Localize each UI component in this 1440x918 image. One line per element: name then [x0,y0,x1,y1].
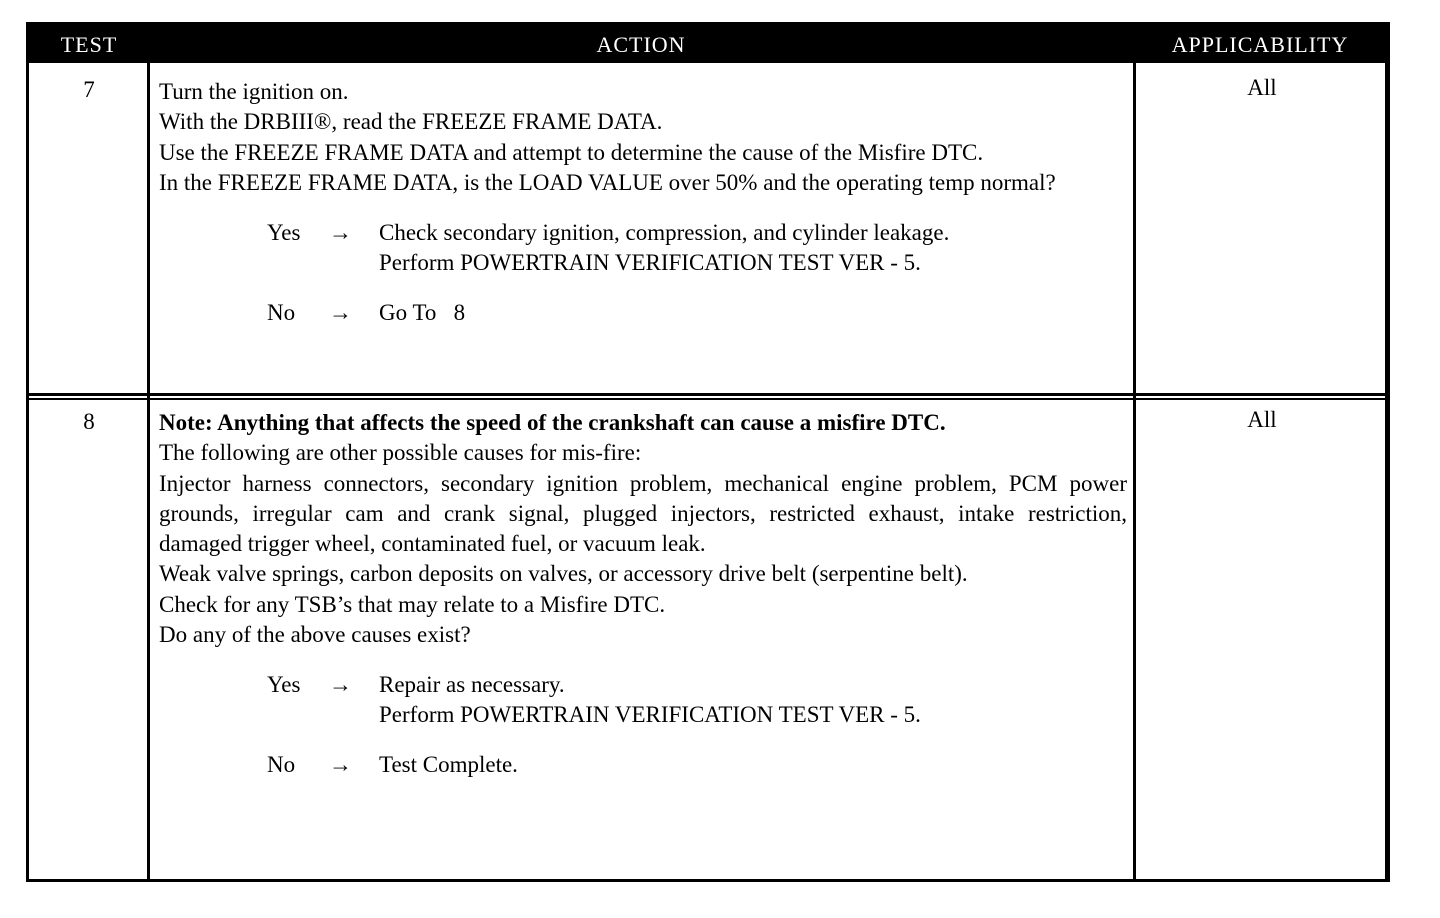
row-divider [29,393,1387,396]
note-text: Note: Anything that affects the speed of the crankshaft can cause a misfire DTC. [159,410,946,435]
action-line: Do any of the above causes exist? [159,622,471,648]
yes-label: Yes [267,220,301,246]
yes-label: Yes [267,672,301,698]
row-divider [29,398,1387,400]
no-branch [159,750,1127,780]
action-cell [159,77,1127,328]
action-line: Injector harness connectors, secondary ignition problem, mechanical engine problem, PCM power grounds, irregular cam and crank signal, plugged injectors, restricted exhaust, intake restriction, damaged trigger wheel, contaminated fuel, or vacuum leak. [159,470,1127,557]
arrow-icon: → [329,300,352,326]
no-label: No [267,752,296,778]
header-action: ACTION [596,32,686,57]
action-line: Check for any TSB’s that may relate to a Misfire DTC. [159,591,666,617]
column-divider [147,63,150,879]
header-test: TEST [60,32,118,57]
action-line: The following are other possible causes for mis-fire: [159,440,642,466]
yes-result: Perform POWERTRAIN VERIFICATION TEST VER - 5. [379,250,921,276]
yes-result: Check secondary ignition, compression, and cylinder leakage. [379,220,950,246]
arrow-icon: → [329,672,352,698]
action-line: Weak valve springs, carbon deposits on valves, or accessory drive belt (serpentine belt). [159,561,968,587]
action-line: In the FREEZE FRAME DATA, is the LOAD VALUE over 50% and the operating temp normal? [159,169,1056,195]
yes-result: Perform POWERTRAIN VERIFICATION TEST VER - 5. [379,702,921,728]
yes-branch [159,670,1127,730]
arrow-icon: → [329,220,352,246]
no-result: Test Complete. [379,752,518,778]
test-number: 8 [83,409,95,434]
action-line: Turn the ignition on. [159,79,349,104]
column-divider [1133,63,1136,879]
yes-branch [159,218,1127,278]
applicability-value: All [1247,407,1277,432]
column-divider [1385,63,1388,879]
applicability-value: All [1247,75,1277,100]
diagnostic-table [26,22,1390,882]
header-applicability: APPLICABILITY [1171,32,1349,57]
action-line: With the DRBIII®, read the FREEZE FRAME DATA. [159,109,663,135]
action-cell [159,408,1127,780]
no-label: No [267,300,296,326]
arrow-icon: → [329,752,352,778]
no-result: Go To 8 [379,300,466,326]
test-number: 7 [83,77,95,102]
table-header [29,25,1387,63]
yes-result: Repair as necessary. [379,672,565,698]
action-line: Use the FREEZE FRAME DATA and attempt to determine the cause of the Misfire DTC. [159,139,984,165]
no-branch [159,298,1127,328]
